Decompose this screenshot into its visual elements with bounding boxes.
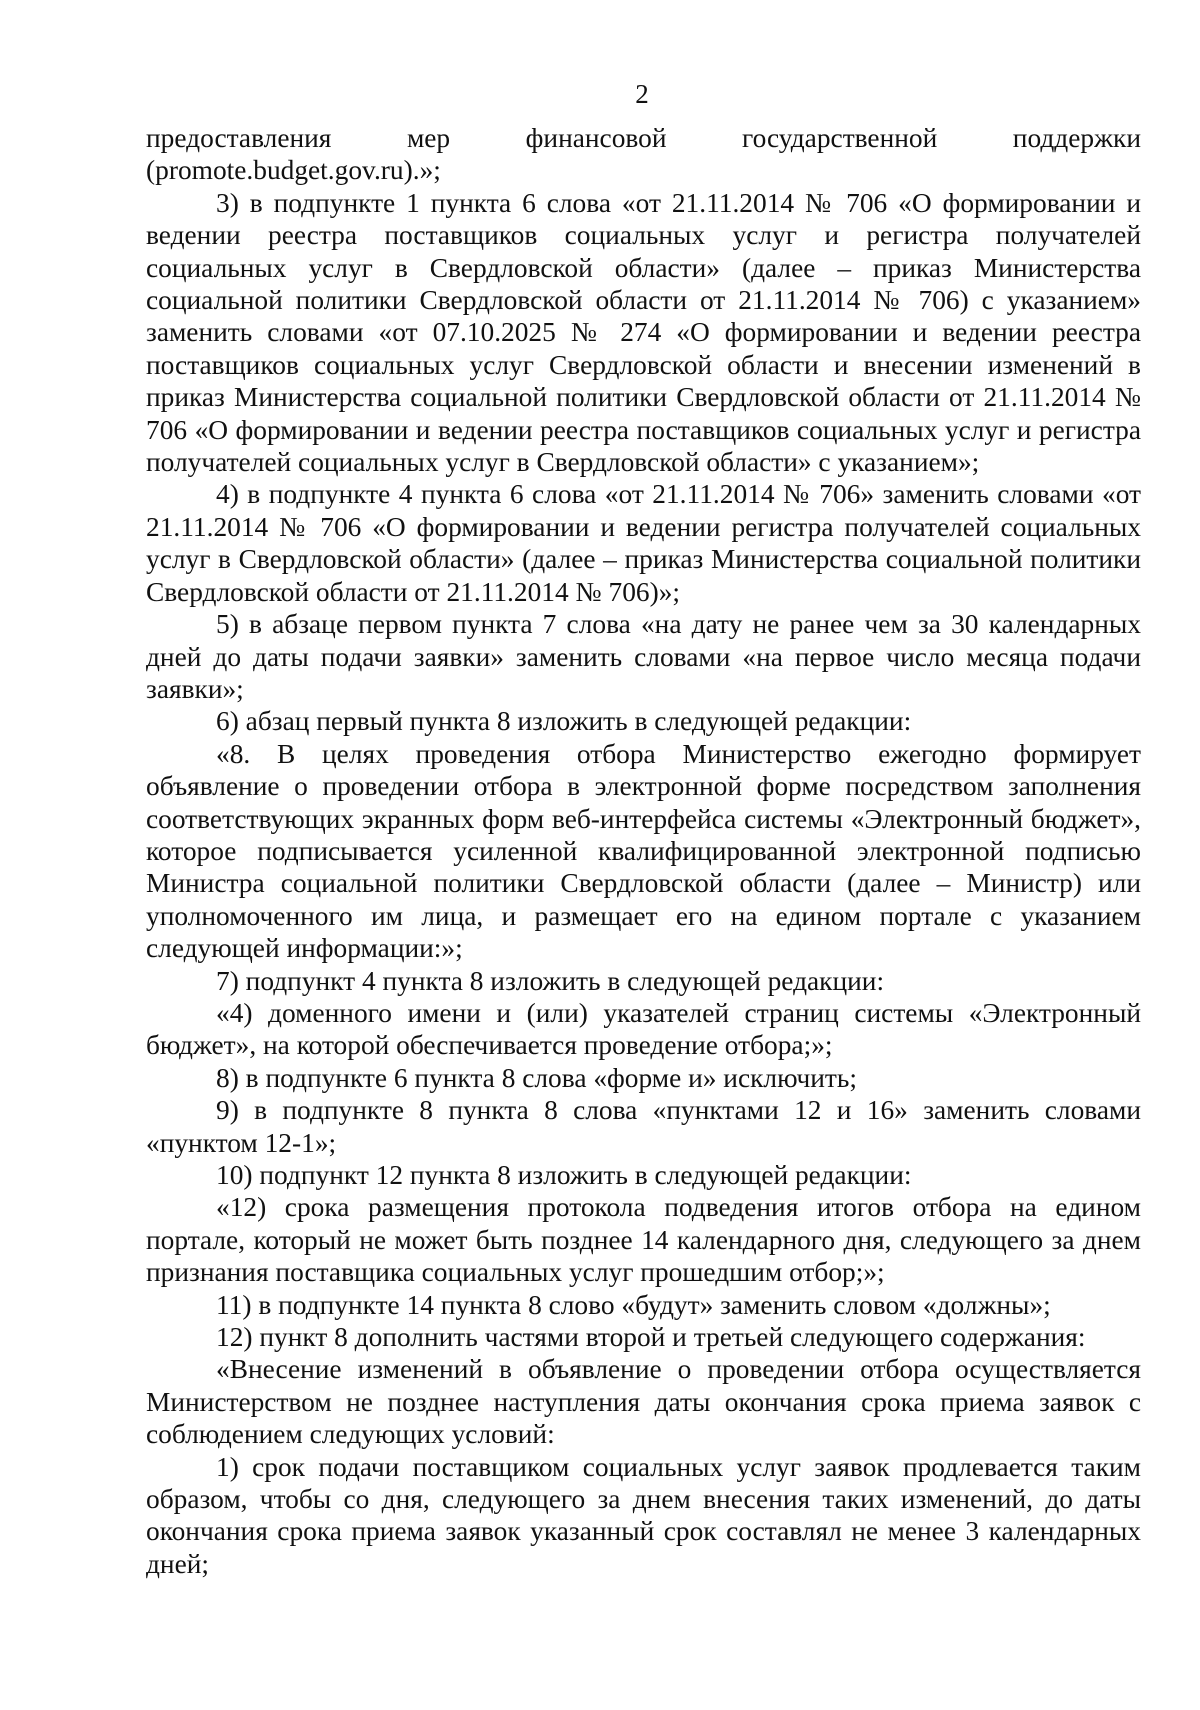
paragraph-item-3: 3) в подпункте 1 пункта 6 слова «от 21.11.2014 № 706 «О формировании и ведении реестра поставщиков социальных услуг и регистра получателей социальных услуг в Свердловской области» (далее – приказ Министерства социальной политики Свердловской области от 21.11.2014 № 706) с указанием» заменить словами «от 07.10.2025 № 274 «О формировании и ведении реестра поставщиков социальных услуг Свердловской области и внесении изменений в приказ Министерства социальной политики Свердловской области от 21.11.2014 № 706 «О формировании и ведении реестра поставщиков социальных услуг и регистра получателей социальных услуг в Свердловской области» с указанием»; [146, 187, 1141, 478]
paragraph-item-9: 9) в подпункте 8 пункта 8 слова «пунктами 12 и 16» заменить словами «пунктом 12-1»; [146, 1095, 1141, 1158]
paragraph-item-8: 8) в подпункте 6 пункта 8 слова «форме и» исключить; [216, 1062, 858, 1093]
paragraph-item-5: 5) в абзаце первом пункта 7 слова «на дату не ранее чем за 30 календарных дней до даты подачи заявки» заменить словами «на первое число месяца подачи заявки»; [146, 609, 1141, 704]
paragraph-continuation: предоставления мер финансовой государственной поддержки (promote.budget.gov.ru).»; [146, 123, 1141, 186]
paragraph-item-10: 10) подпункт 12 пункта 8 изложить в следующей редакции: [216, 1160, 912, 1190]
page-number: 2 [635, 79, 649, 109]
document-body [146, 122, 1141, 1580]
paragraph-item-11: 11) в подпункте 14 пункта 8 слово «будут» заменить словом «должны»; [216, 1289, 1051, 1320]
paragraph-condition-1: 1) срок подачи поставщиком социальных услуг заявок продлевается таким образом, чтобы со дня, следующего за днем внесения таких изменений, до даты окончания срока приема заявок указанный срок составлял не менее 3 календарных дней; [146, 1451, 1141, 1579]
paragraph-item-4: 4) в подпункте 4 пункта 6 слова «от 21.11.2014 № 706» заменить словами «от 21.11.2014 № 706 «О формировании и ведении регистра получателей социальных услуг в Свердловской области» (далее – приказ Министерства социальной политики Свердловской области от 21.11.2014 № 706)»; [146, 479, 1141, 607]
paragraph-quote-4: «4) доменного имени и (или) указателей страниц системы «Электронный бюджет», на которой обеспечивается проведение отбора;»; [146, 997, 1141, 1061]
paragraph-item-7: 7) подпункт 4 пункта 8 изложить в следующей редакции: [216, 965, 885, 996]
paragraph-item-12: 12) пункт 8 дополнить частями второй и третьей следующего содержания: [216, 1322, 1086, 1353]
paragraph-quote-amendments: «Внесение изменений в объявление о проведении отбора осуществляется Министерством не позднее наступления даты окончания срока приема заявок с соблюдением следующих условий: [146, 1354, 1141, 1450]
paragraph-item-6: 6) абзац первый пункта 8 изложить в следующей редакции: [216, 706, 912, 737]
paragraph-quote-12: «12) срока размещения протокола подведения итогов отбора на едином портале, который не может быть позднее 14 календарного дня, следующего за днем признания поставщика социальных услуг прошедшим отбор;»; [146, 1192, 1141, 1288]
paragraph-quote-8: «8. В целях проведения отбора Министерство ежегодно формирует объявление о проведении отбора в электронной форме посредством заполнения соответствующих экранных форм веб-интерфейса системы «Электронный бюджет», которое подписывается усиленной квалифицированной электронной подписью Министра социальной политики Свердловской области (далее – Министр) или уполномоченного им лица, и размещает его на едином портале с указанием следующей информации:»; [146, 738, 1141, 964]
